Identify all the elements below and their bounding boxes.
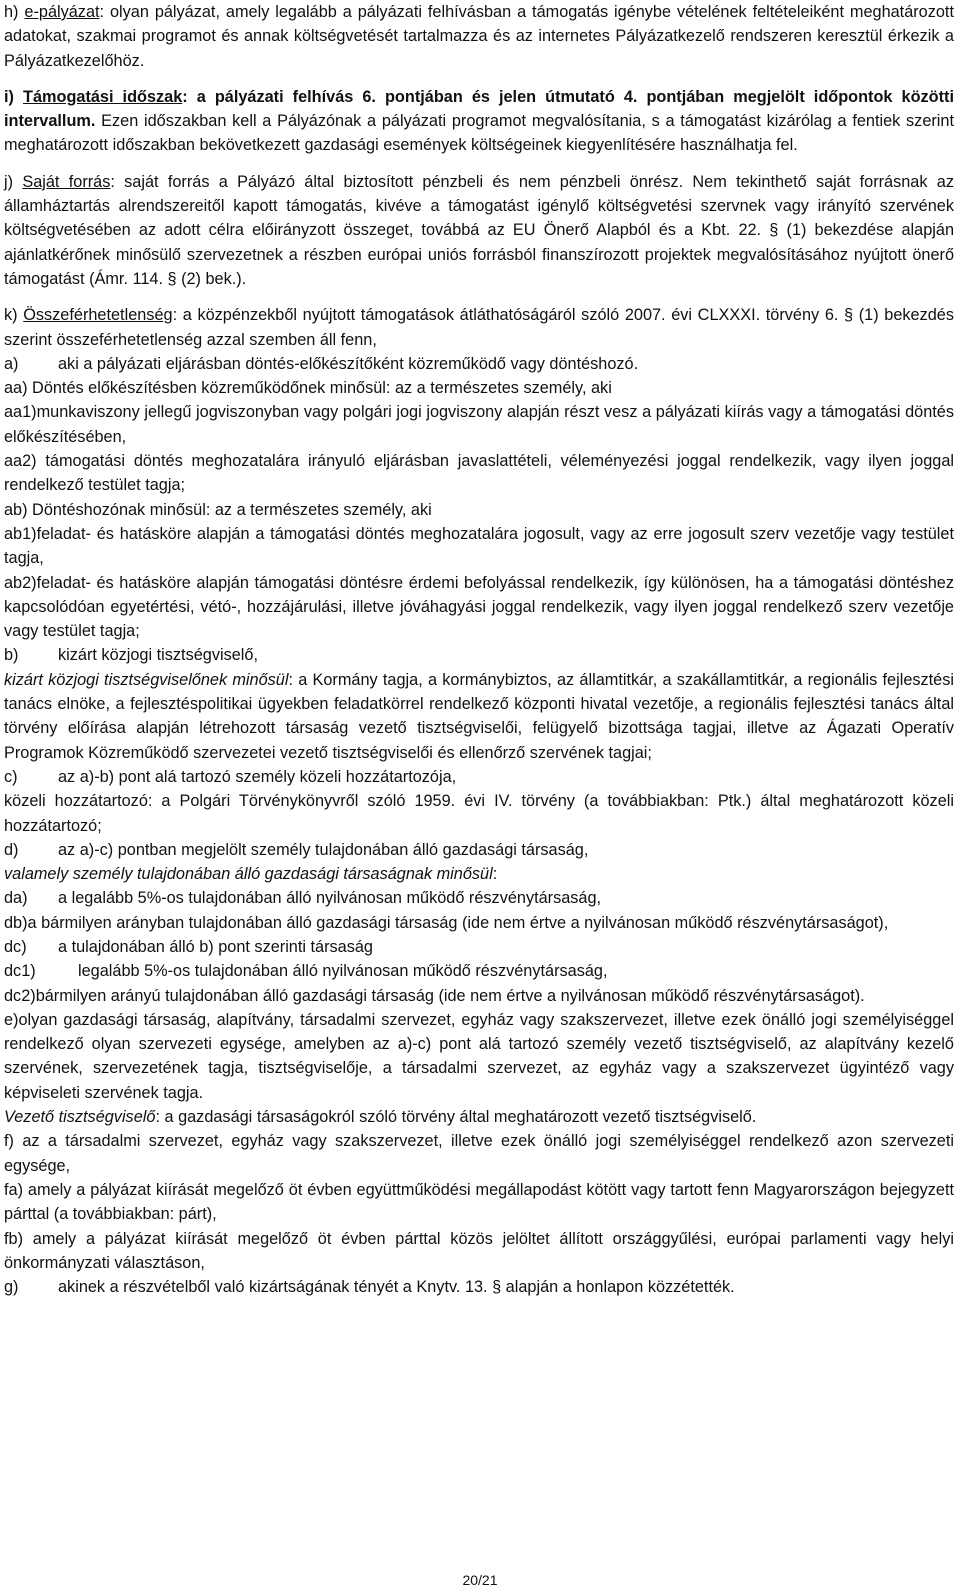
executive-definition-term: Vezető tisztségviselő: [4, 1108, 156, 1127]
list-item: [4, 522, 954, 571]
list-item-label: c): [4, 767, 18, 786]
excluded-official-text: : a Kormány tagja, a kormánybiztos, az államtitkár, a szakállamtitkár, a regionális fejlesztési tanács elnöke, a fejlesztéspolitikai ügyekben feladatkörrel rendelkező központi hivatal vezetője, a regionális fejlesztési tanács által törvény előírása alapján létrehozott társaság vezető tisztségviselői, felügyelő bizottsága tagjai, illetve az Ágazati Operatív Programok Közreműködő szervezetei vezető tisztségviselői és ellenőrző szervének tagjai;: [4, 670, 954, 762]
list-item: ab) Döntéshozónak minősül: az a természetes személy, aki: [4, 500, 432, 519]
list-item-text: a legalább 5%-os tulajdonában álló nyilvánosan működő részvénytársaság,: [58, 889, 602, 908]
list-item: fa) amely a pályázat kiírását megelőző öt évben együttműködési megállapodást kötött vagy tartott fenn Magyarországon bejegyzett párttal (a továbbiakban: párt),: [4, 1180, 954, 1224]
definition-j-term: Saját forrás: [22, 172, 111, 191]
list-item-label: db): [4, 913, 28, 932]
list-item-text: olyan gazdasági társaság, alapítvány, társadalmi szervezet, egyház vagy szakszervezet, illetve ezek önálló jogi személyiséggel rendelkező olyan szervezeti egysége, amelyben az a)-c) pont alá tartozó személy vezető tisztségviselő, az alapítvány kezelő szervének, szervezetének tagja, tisztségviselője, a társadalmi szervezet, az egyház vagy a szakszervezet ügyintéző vagy képviseleti szervének tagja.: [4, 1010, 954, 1102]
list-item-label: dc): [4, 937, 27, 956]
list-item-text: akinek a részvételből való kizártságának tényét a Knytv. 13. § alapján a honlapon közzétették.: [58, 1278, 735, 1297]
excluded-official-definition: [4, 668, 954, 765]
list-item: [4, 838, 954, 862]
definition-i-text-bold: : a pályázati felhívás 6. pontjában és jelen útmutató 4. pontjában megjelölt időpontok közötti intervallum.: [4, 87, 954, 131]
definition-i-label: i): [4, 87, 14, 106]
list-item-text: feladat- és hatásköre alapján a támogatási döntés meghozatalára jogosult, vagy az erre jogosult szerv vezetője vagy testület tagja,: [4, 524, 954, 568]
list-item-text: aki a pályázati eljárásban döntés-előkészítőként közreműködő vagy döntéshozó.: [58, 354, 639, 373]
list-item-label: dc2): [4, 986, 36, 1005]
list-item-text: kizárt közjogi tisztségviselő,: [58, 646, 258, 665]
definition-j-label: j): [4, 172, 14, 191]
company-definition-term: valamely személy tulajdonában álló gazdasági társaságnak minősül: [4, 865, 493, 884]
list-item-label: d): [4, 840, 19, 859]
list-item-text: a tulajdonában álló b) pont szerinti társaság: [58, 937, 373, 956]
list-item-text: az a)-b) pont alá tartozó személy közeli hozzátartozója,: [58, 767, 457, 786]
list-item-text: legalább 5%-os tulajdonában álló nyilvánosan működő részvénytársaság,: [78, 962, 608, 981]
definition-i-text: Ezen időszakban kell a Pályázónak a pályázati programot megvalósítania, s a támogatást kizárólag a fentiek szerint meghatározott időszakban bekövetkezett gazdasági események költségeinek kiegyenlítésére használhatja fel.: [4, 112, 954, 155]
executive-definition-text: : a gazdasági társaságokról szóló törvény által meghatározott vezető tisztségviselő.: [155, 1108, 757, 1127]
excluded-official-term: kizárt közjogi tisztségviselőnek minősül: [4, 670, 289, 689]
list-item-text: a bármilyen arányban tulajdonában álló gazdasági társaság (ide nem értve a nyilvánosan működő részvénytársaságot),: [27, 913, 889, 932]
definition-i-term: Támogatási időszak: [23, 87, 183, 106]
company-definition-colon: :: [492, 865, 498, 884]
list-item: aa2) támogatási döntés meghozatalára irányuló eljárásban javaslattételi, véleményezési joggal rendelkezik, vagy ilyen joggal rendelkező testület tagja;: [4, 452, 954, 495]
definition-k-term: Összeférhetetlenség: [23, 306, 173, 325]
executive-definition: [4, 1105, 954, 1129]
list-item-text: bármilyen arányú tulajdonában álló gazdasági társaság (ide nem értve a nyilvánosan működő részvénytársaságot).: [35, 986, 865, 1005]
list-item-label: ab2): [4, 573, 37, 592]
list-item-label: ab1): [4, 524, 37, 543]
list-item: [4, 959, 954, 983]
conflict-list-f-g: [4, 1129, 954, 1299]
definition-k-label: k): [4, 306, 18, 325]
conflict-list-da-e: [4, 886, 954, 1105]
list-item-label: b): [4, 646, 19, 665]
list-item-text: feladat- és hatásköre alapján támogatási döntésre érdemi befolyással rendelkezik, így különösen, ha a támogatási döntéshez kapcsolódóan egyetértési, vétó-, hozzájárulási, illetve jóváhagyási joggal rendelkezik, vagy ilyen joggal rendelkező szerv vezetője vagy testület tagja;: [4, 573, 954, 641]
list-item: [4, 1008, 954, 1105]
list-item: [4, 886, 954, 910]
list-item-label: dc1): [4, 962, 36, 981]
list-item-label: aa1): [4, 403, 37, 422]
list-item-text: munkaviszony jellegű jogviszonyban vagy polgári jogi jogviszony alapján részt vesz a pályázati kiírás vagy a támogatási döntés előkészítésében,: [4, 403, 954, 446]
list-item-label: da): [4, 889, 28, 908]
list-item: közeli hozzátartozó: a Polgári Törvénykönyvről szóló 1959. évi IV. törvény (a továbbiakban: Ptk.) által meghatározott közeli hozzátartozó;: [4, 792, 954, 835]
definition-i: [4, 85, 954, 158]
definition-k-text: : a közpénzekből nyújtott támogatások átláthatóságáról szóló 2007. évi CLXXXI. törvény 6. § (1) bekezdés szerint összeférhetetlenség azzal szemben áll fenn,: [4, 306, 954, 349]
list-item-label: a): [4, 354, 19, 373]
list-item: [4, 935, 954, 959]
company-definition: [4, 862, 954, 886]
list-item: aa) Döntés előkészítésben közreműködőnek minősül: az a természetes személy, aki: [4, 379, 612, 398]
list-item-text: az a)-c) pontban megjelölt személy tulajdonában álló gazdasági társaság,: [58, 840, 589, 859]
list-item: fb) amely a pályázat kiírását megelőző öt évben párttal közös jelöltet állított országgyűlési, európai parlamenti vagy helyi önkormányzati választáson,: [4, 1229, 954, 1272]
list-item: [4, 984, 954, 1008]
definition-j-text: : saját forrás a Pályázó által biztosított pénzbeli és nem pénzbeli önrész. Nem tekinthető saját forrásnak az államháztartás alrendszereitől kapott támogatás, kivéve a támogatást igénylő költségvetési szervnek vagy irányító szervének költségvetésében az adott célra előirányzott összeget, továbbá az EU Önerő Alapból és a Kbt. 22. § (1) bekezdése alapján ajánlatkérőnek minősülő szervezetnek a részben európai uniós forrásból finanszírozott projektek megvalósításához nyújtott önerő támogatást (Ámr. 114. § (2) bek.).: [4, 172, 954, 288]
list-item: [4, 571, 954, 644]
list-item: [4, 1275, 954, 1299]
page-number: 20/21: [462, 1572, 498, 1588]
conflict-list-c-d: [4, 765, 954, 862]
list-item: [4, 643, 954, 667]
list-item-label: g): [4, 1278, 19, 1297]
list-item-label: e): [4, 1010, 19, 1029]
definition-h-term: e-pályázat: [24, 3, 100, 21]
definition-k: [4, 303, 954, 352]
definition-h-label: h): [4, 3, 19, 21]
definition-j: [4, 170, 954, 291]
list-item: [4, 765, 954, 789]
document-page: [4, 0, 954, 1299]
definition-h-text: : olyan pályázat, amely legalább a pályázati felhívásban a támogatás igénybe vételének feltételeiként meghatározott adatokat, szakmai programot és annak költségvetését tartalmazza és az internetes Pályázatkezelő rendszeren keresztül érkezik a Pályázatkezelőhöz.: [4, 3, 954, 70]
definition-h: [4, 0, 954, 73]
list-item: [4, 911, 954, 935]
list-item: [4, 352, 954, 376]
list-item: [4, 400, 954, 449]
conflict-list-a-b: [4, 352, 954, 668]
list-item: f) az a társadalmi szervezet, egyház vagy szakszervezet, illetve ezek önálló jogi személyiséggel rendelkező azon szervezeti egysége,: [4, 1132, 954, 1175]
